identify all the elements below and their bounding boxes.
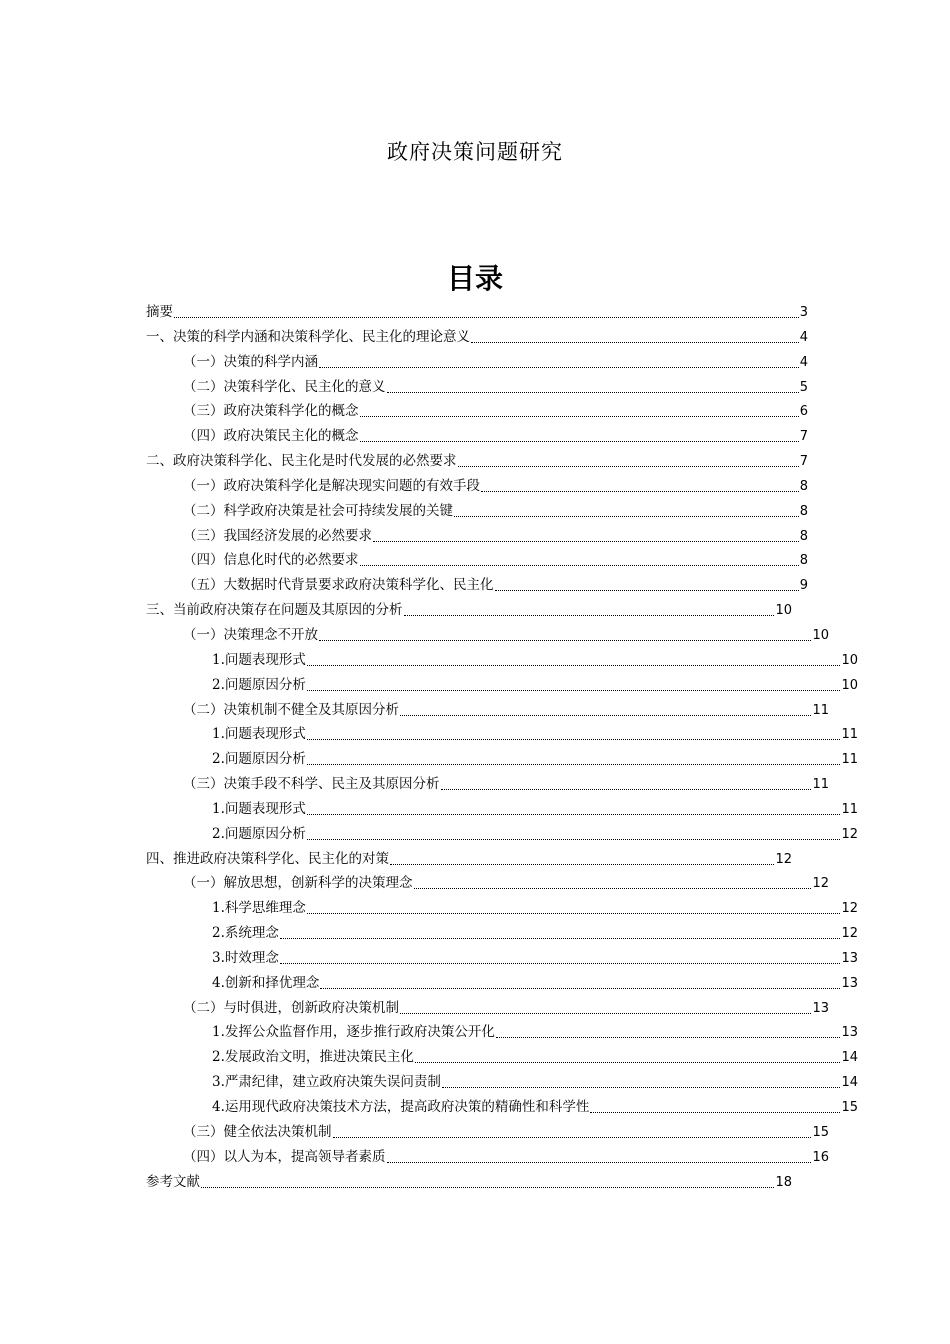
toc-entry[interactable] xyxy=(146,797,858,822)
toc-leader-dots xyxy=(307,675,841,691)
toc-entry-title: （二）科学政府决策是社会可持续发展的关键 xyxy=(183,502,453,519)
toc-entry-title: （三）政府决策科学化的概念 xyxy=(183,403,359,420)
toc-page-number: 18 xyxy=(775,1174,792,1190)
toc-page-number: 10 xyxy=(841,677,858,693)
toc-entry[interactable] xyxy=(146,871,829,896)
toc-page-number: 12 xyxy=(841,826,858,842)
toc-page-number: 12 xyxy=(841,901,858,917)
toc-page-number: 9 xyxy=(799,578,808,594)
toc-leader-dots xyxy=(454,501,799,517)
toc-entry-title: （四）以人为本，提高领导者素质 xyxy=(183,1148,386,1165)
toc-entry[interactable] xyxy=(146,822,858,847)
toc-page-number: 8 xyxy=(799,528,808,544)
toc-leader-dots xyxy=(307,749,841,765)
toc-page-number: 12 xyxy=(775,851,792,867)
toc-entry-title: 2.问题原因分析 xyxy=(212,751,306,768)
toc-leader-dots xyxy=(441,774,812,790)
toc-entry[interactable] xyxy=(146,499,808,524)
toc-entry[interactable] xyxy=(146,722,858,747)
toc-entry-title: 3.时效理念 xyxy=(212,949,279,966)
toc-page-number: 10 xyxy=(812,627,829,643)
toc-page-number: 12 xyxy=(812,876,829,892)
toc-entry[interactable] xyxy=(146,424,808,449)
toc-entry[interactable] xyxy=(146,350,808,375)
toc-page-number: 3 xyxy=(799,305,808,320)
toc-entry[interactable] xyxy=(146,1120,829,1145)
toc-entry-title: 2.发展政治文明，推进决策民主化 xyxy=(212,1049,414,1066)
toc-entry[interactable] xyxy=(146,1070,858,1095)
toc-entry[interactable] xyxy=(146,1170,808,1195)
toc-leader-dots xyxy=(495,575,799,591)
toc-leader-dots xyxy=(307,650,841,666)
toc-entry[interactable] xyxy=(146,399,808,424)
toc-leader-dots xyxy=(174,302,799,318)
toc-leader-dots xyxy=(360,426,799,442)
toc-page-number: 8 xyxy=(799,478,808,494)
toc-entry-title: 4.运用现代政府决策技术方法，提高政府决策的精确性和科学性 xyxy=(212,1099,590,1115)
toc-entry-title: （四）政府决策民主化的概念 xyxy=(183,428,359,445)
toc-page-number: 5 xyxy=(799,379,808,395)
toc-page-number: 11 xyxy=(841,752,858,768)
toc-entry-title: 2.问题原因分析 xyxy=(212,676,306,693)
toc-entry[interactable] xyxy=(146,971,858,996)
toc-entry-title: 四、推进政府决策科学化、民主化的对策 xyxy=(146,850,389,867)
toc-leader-dots xyxy=(590,1097,840,1113)
toc-entry-title: （二）与时俱进，创新政府决策机制 xyxy=(183,999,399,1016)
toc-entry[interactable] xyxy=(146,673,858,698)
toc-page-number: 11 xyxy=(841,801,858,817)
toc-leader-dots xyxy=(319,625,811,641)
toc-entry-title: （一）决策的科学内涵 xyxy=(183,353,318,370)
toc-entry-title: 摘要 xyxy=(146,304,173,320)
toc-leader-dots xyxy=(400,700,811,716)
toc-entry-title: 二、政府决策科学化、民主化是时代发展的必然要求 xyxy=(146,453,457,470)
toc-entry-title: （五）大数据时代背景要求政府决策科学化、民主化 xyxy=(183,577,494,594)
toc-entry-title: 4.创新和择优理念 xyxy=(212,974,320,991)
toc-leader-dots xyxy=(201,1172,774,1188)
toc-page-number: 11 xyxy=(841,727,858,743)
toc-page-number: 10 xyxy=(841,652,858,668)
toc-entry[interactable] xyxy=(146,573,808,598)
toc-page-number: 8 xyxy=(799,503,808,519)
toc-leader-dots xyxy=(373,526,799,542)
toc-entry-title: 三、当前政府决策存在问题及其原因的分析 xyxy=(146,602,403,619)
toc-page-number: 16 xyxy=(812,1149,829,1165)
toc-entry-title: （三）我国经济发展的必然要求 xyxy=(183,527,372,544)
toc-heading: 目录 xyxy=(446,262,503,295)
table-of-contents xyxy=(146,300,858,1194)
toc-entry[interactable] xyxy=(146,896,858,921)
toc-leader-dots xyxy=(307,799,841,815)
toc-entry-title: （一）政府决策科学化是解决现实问题的有效手段 xyxy=(183,477,480,494)
toc-entry[interactable] xyxy=(146,1095,858,1120)
toc-page-number: 13 xyxy=(841,950,858,966)
toc-page-number: 13 xyxy=(812,1000,829,1016)
toc-leader-dots xyxy=(320,973,840,989)
toc-leader-dots xyxy=(442,1072,841,1088)
toc-entry-title: （二）决策科学化、民主化的意义 xyxy=(183,378,386,395)
toc-page-number: 14 xyxy=(841,1050,858,1066)
toc-leader-dots xyxy=(360,550,799,566)
toc-page-number: 11 xyxy=(812,702,829,718)
toc-entry[interactable] xyxy=(146,548,808,573)
toc-entry[interactable] xyxy=(146,325,808,350)
toc-page-number: 13 xyxy=(841,975,858,991)
toc-entry[interactable] xyxy=(146,474,808,499)
toc-leader-dots xyxy=(280,948,841,964)
toc-entry-title: 1.科学思维理念 xyxy=(212,900,306,917)
toc-entry-title: （一）决策理念不开放 xyxy=(183,626,318,643)
toc-entry-title: 一、决策的科学内涵和决策科学化、民主化的理论意义 xyxy=(146,328,470,345)
toc-leader-dots xyxy=(307,824,841,840)
toc-leader-dots xyxy=(307,724,841,740)
toc-page-number: 7 xyxy=(799,429,808,445)
toc-page-number: 13 xyxy=(841,1025,858,1041)
toc-page-number: 4 xyxy=(799,329,808,345)
toc-leader-dots xyxy=(387,1147,812,1163)
toc-leader-dots xyxy=(471,327,799,343)
toc-entry-title: （三）决策手段不科学、民主及其原因分析 xyxy=(183,776,440,793)
document-title: 政府决策问题研究 xyxy=(387,140,563,164)
toc-leader-dots xyxy=(319,352,799,368)
toc-page-number: 14 xyxy=(841,1075,858,1091)
toc-entry[interactable] xyxy=(146,996,829,1021)
toc-entry[interactable] xyxy=(146,946,858,971)
toc-leader-dots xyxy=(333,1122,812,1138)
toc-entry-title: （二）决策机制不健全及其原因分析 xyxy=(183,701,399,718)
toc-page-number: 15 xyxy=(812,1124,829,1140)
toc-entry[interactable] xyxy=(146,1145,829,1170)
toc-entry[interactable] xyxy=(146,921,858,946)
toc-entry[interactable] xyxy=(146,598,808,623)
toc-entry[interactable] xyxy=(146,375,808,400)
toc-entry-title: 3.严肃纪律，建立政府决策失误问责制 xyxy=(212,1074,441,1091)
toc-page-number: 10 xyxy=(775,603,792,619)
toc-entry[interactable] xyxy=(146,300,808,325)
toc-leader-dots xyxy=(481,476,799,492)
toc-entry[interactable] xyxy=(146,449,808,474)
toc-leader-dots xyxy=(280,923,841,939)
toc-page-number: 8 xyxy=(799,553,808,569)
toc-leader-dots xyxy=(387,377,799,393)
toc-leader-dots xyxy=(390,849,774,865)
toc-entry-title: （四）信息化时代的必然要求 xyxy=(183,552,359,569)
toc-entry[interactable] xyxy=(146,1020,858,1045)
toc-page-number: 11 xyxy=(812,777,829,793)
toc-leader-dots xyxy=(458,451,799,467)
toc-leader-dots xyxy=(404,600,775,616)
toc-leader-dots xyxy=(400,998,811,1014)
toc-entry[interactable] xyxy=(146,747,858,772)
toc-entry[interactable] xyxy=(146,1045,858,1070)
toc-leader-dots xyxy=(307,898,841,914)
toc-leader-dots xyxy=(496,1022,841,1038)
toc-entry-title: （一）解放思想，创新科学的决策理念 xyxy=(183,875,413,892)
toc-leader-dots xyxy=(415,1047,841,1063)
toc-leader-dots xyxy=(360,401,799,417)
toc-entry-title: 2.系统理念 xyxy=(212,925,279,942)
toc-entry[interactable] xyxy=(146,847,808,872)
toc-page-number: 6 xyxy=(799,404,808,420)
toc-entry-title: 1.问题表现形式 xyxy=(212,651,306,668)
toc-entry-title: 2.问题原因分析 xyxy=(212,825,306,842)
toc-entry-title: （三）健全依法决策机制 xyxy=(183,1123,332,1140)
toc-entry-title: 参考文献 xyxy=(146,1173,200,1190)
toc-entry-title: 1.发挥公众监督作用，逐步推行政府决策公开化 xyxy=(212,1024,495,1041)
toc-entry[interactable] xyxy=(146,698,829,723)
toc-leader-dots xyxy=(414,873,812,889)
toc-page-number: 12 xyxy=(841,926,858,942)
toc-entry[interactable] xyxy=(146,524,808,549)
toc-entry[interactable] xyxy=(146,772,829,797)
toc-page-number: 15 xyxy=(841,1100,858,1115)
toc-entry[interactable] xyxy=(146,623,829,648)
toc-page-number: 4 xyxy=(799,354,808,370)
toc-entry-title: 1.问题表现形式 xyxy=(212,800,306,817)
toc-entry[interactable] xyxy=(146,648,858,673)
toc-page-number: 7 xyxy=(799,454,808,470)
toc-entry-title: 1.问题表现形式 xyxy=(212,726,306,743)
